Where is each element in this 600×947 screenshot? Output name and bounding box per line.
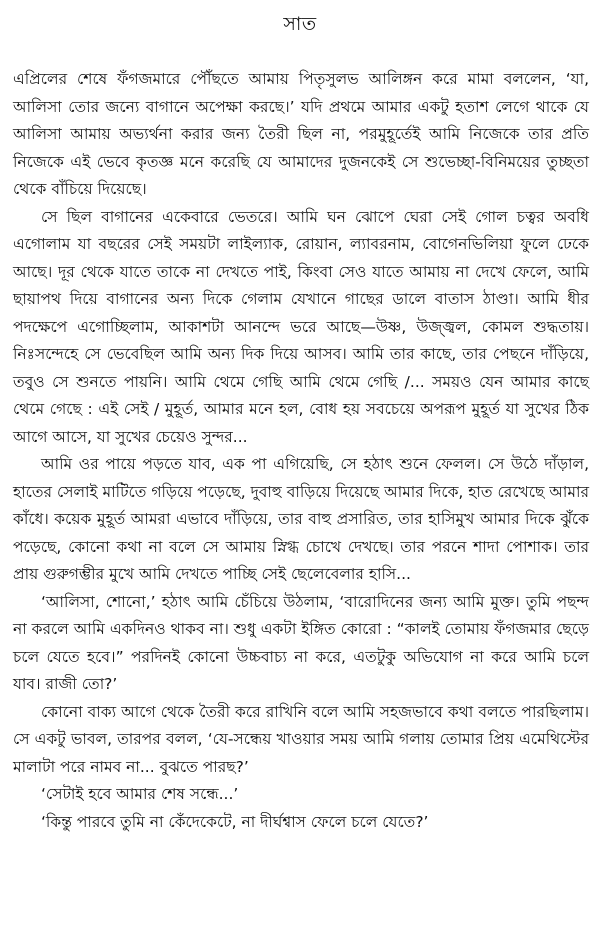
paragraph: আমি ওর পায়ে পড়তে যাব, এক পা এগিয়েছি, সে হঠাৎ শুনে ফেলল। সে উঠে দাঁড়াল, হাতের সেলাই মাটিতে গড়িয়ে পড়েছে, দুবাহু বাড়িয়ে দিয়েছে আমার দিকে, হাত রেখেছে আমার কাঁধে। কয়েক মুহূর্ত আমরা এভাবে দাঁড়িয়ে, তার বাহু প্রসারিত, তার হাসিমুখ আমার দিকে ঝুঁকে পড়েছে, কোনো কথা না বলে সে আমায় স্নিগ্ধ চোখে দেখছে। তার পরনে শাদা পোশাক। তার প্রায় গুরুগম্ভীর মুখে আমি দেখতে পাচ্ছি সেই ছেলেবেলার হাসি... (13, 455, 589, 583)
chapter-heading: সাত (283, 13, 317, 35)
paragraph: ‘সেটাই হবে আমার শেষ সন্ধে...’ (41, 785, 239, 803)
paragraph: ‘কিন্তু পারবে তুমি না কেঁদেকেটে, না দীর্ঘশ্বাস ফেলে চলে যেতে?’ (41, 812, 429, 831)
body-text (13, 66, 589, 836)
paragraph: ‘আলিসা, শোনো,’ হঠাৎ আমি চেঁচিয়ে উঠলাম, ‘বারোদিনের জন্য আমি মুক্ত। তুমি পছন্দ না করলে আমি একদিনও থাকব না। শুধু একটা ইঙ্গিত কোরো : “কালই তোমায় ফঁগজমার ছেড়ে চলে যেতে হবে।” পরদিনই কোনো উচ্চবাচ্য না করে, এতটুকু অভিযোগ না করে আমি চলে যাব। রাজী তো?’ (13, 592, 589, 693)
paragraph: কোনো বাক্য আগে থেকে তৈরী করে রাখিনি বলে আমি সহজভাবে কথা বলতে পারছিলাম। সে একটু ভাবল, তারপর বলল, ‘যে-সন্ধেয় খাওয়ার সময় আমি গলায় তোমার প্রিয় এমেথিস্টের মালাটা পরে নামব না... বুঝতে পারছ?’ (13, 702, 589, 776)
paragraph: এপ্রিলের শেষে ফঁগজমারে পৌঁছতে আমায় পিতৃসুলভ আলিঙ্গন করে মামা বললেন, ‘যা, আলিসা তোর জন্যে বাগানে অপেক্ষা করছে।’ যদি প্রথমে আমার একটু হতাশ লেগে থাকে যে আলিসা আমায় অভ্যর্থনা করার জন্য তৈরী ছিল না, পরমুহূর্তেই আমি নিজেকে তার প্রতি নিজেকে এই ভেবে কৃতজ্ঞ মনে করেছি যে আমাদের দুজনকেই সে শুভেচ্ছা-বিনিময়ের তুচ্ছতা থেকে বাঁচিয়ে দিয়েছে। (13, 70, 589, 198)
paragraph: সে ছিল বাগানের একেবারে ভেতরে। আমি ঘন ঝোপে ঘেরা সেই গোল চত্বর অবধি এগোলাম যা বছরের সেই সময়টা লাইল্যাক, রোয়ান, ল্যাবরনাম, বোগেনভিলিয়া ফুলে ঢেকে আছে। দূর থেকে যাতে তাকে না দেখতে পাই, কিংবা সেও যাতে আমায় না দেখে ফেলে, আমি ছায়াপথ দিয়ে বাগানের অন্য দিকে গেলাম যেখানে গাছের ডালে বাতাস ঠাণ্ডা। আমি ধীর পদক্ষেপে এগোচ্ছিলাম, আকাশটা আনন্দে ভরে আছে—উষ্ণ, উজ্জ্বল, কোমল শুদ্ধতায়। নিঃসন্দেহে সে ভেবেছিল আমি অন্য দিক দিয়ে আসব। আমি তার কাছে, তার পেছনে দাঁড়িয়ে, তবুও সে শুনতে পায়নি। আমি থেমে গেছি আমি থেমে গেছি /... সময়ও যেন আমার কাছে থেমে গেছে : এই সেই / মুহূর্ত, আমার মনে হল, বোধ হয় সবচেয়ে অপরূপ মুহূর্ত যা সুখের ঠিক আগে আসে, যা সুখের চেয়েও সুন্দর... (13, 207, 589, 446)
